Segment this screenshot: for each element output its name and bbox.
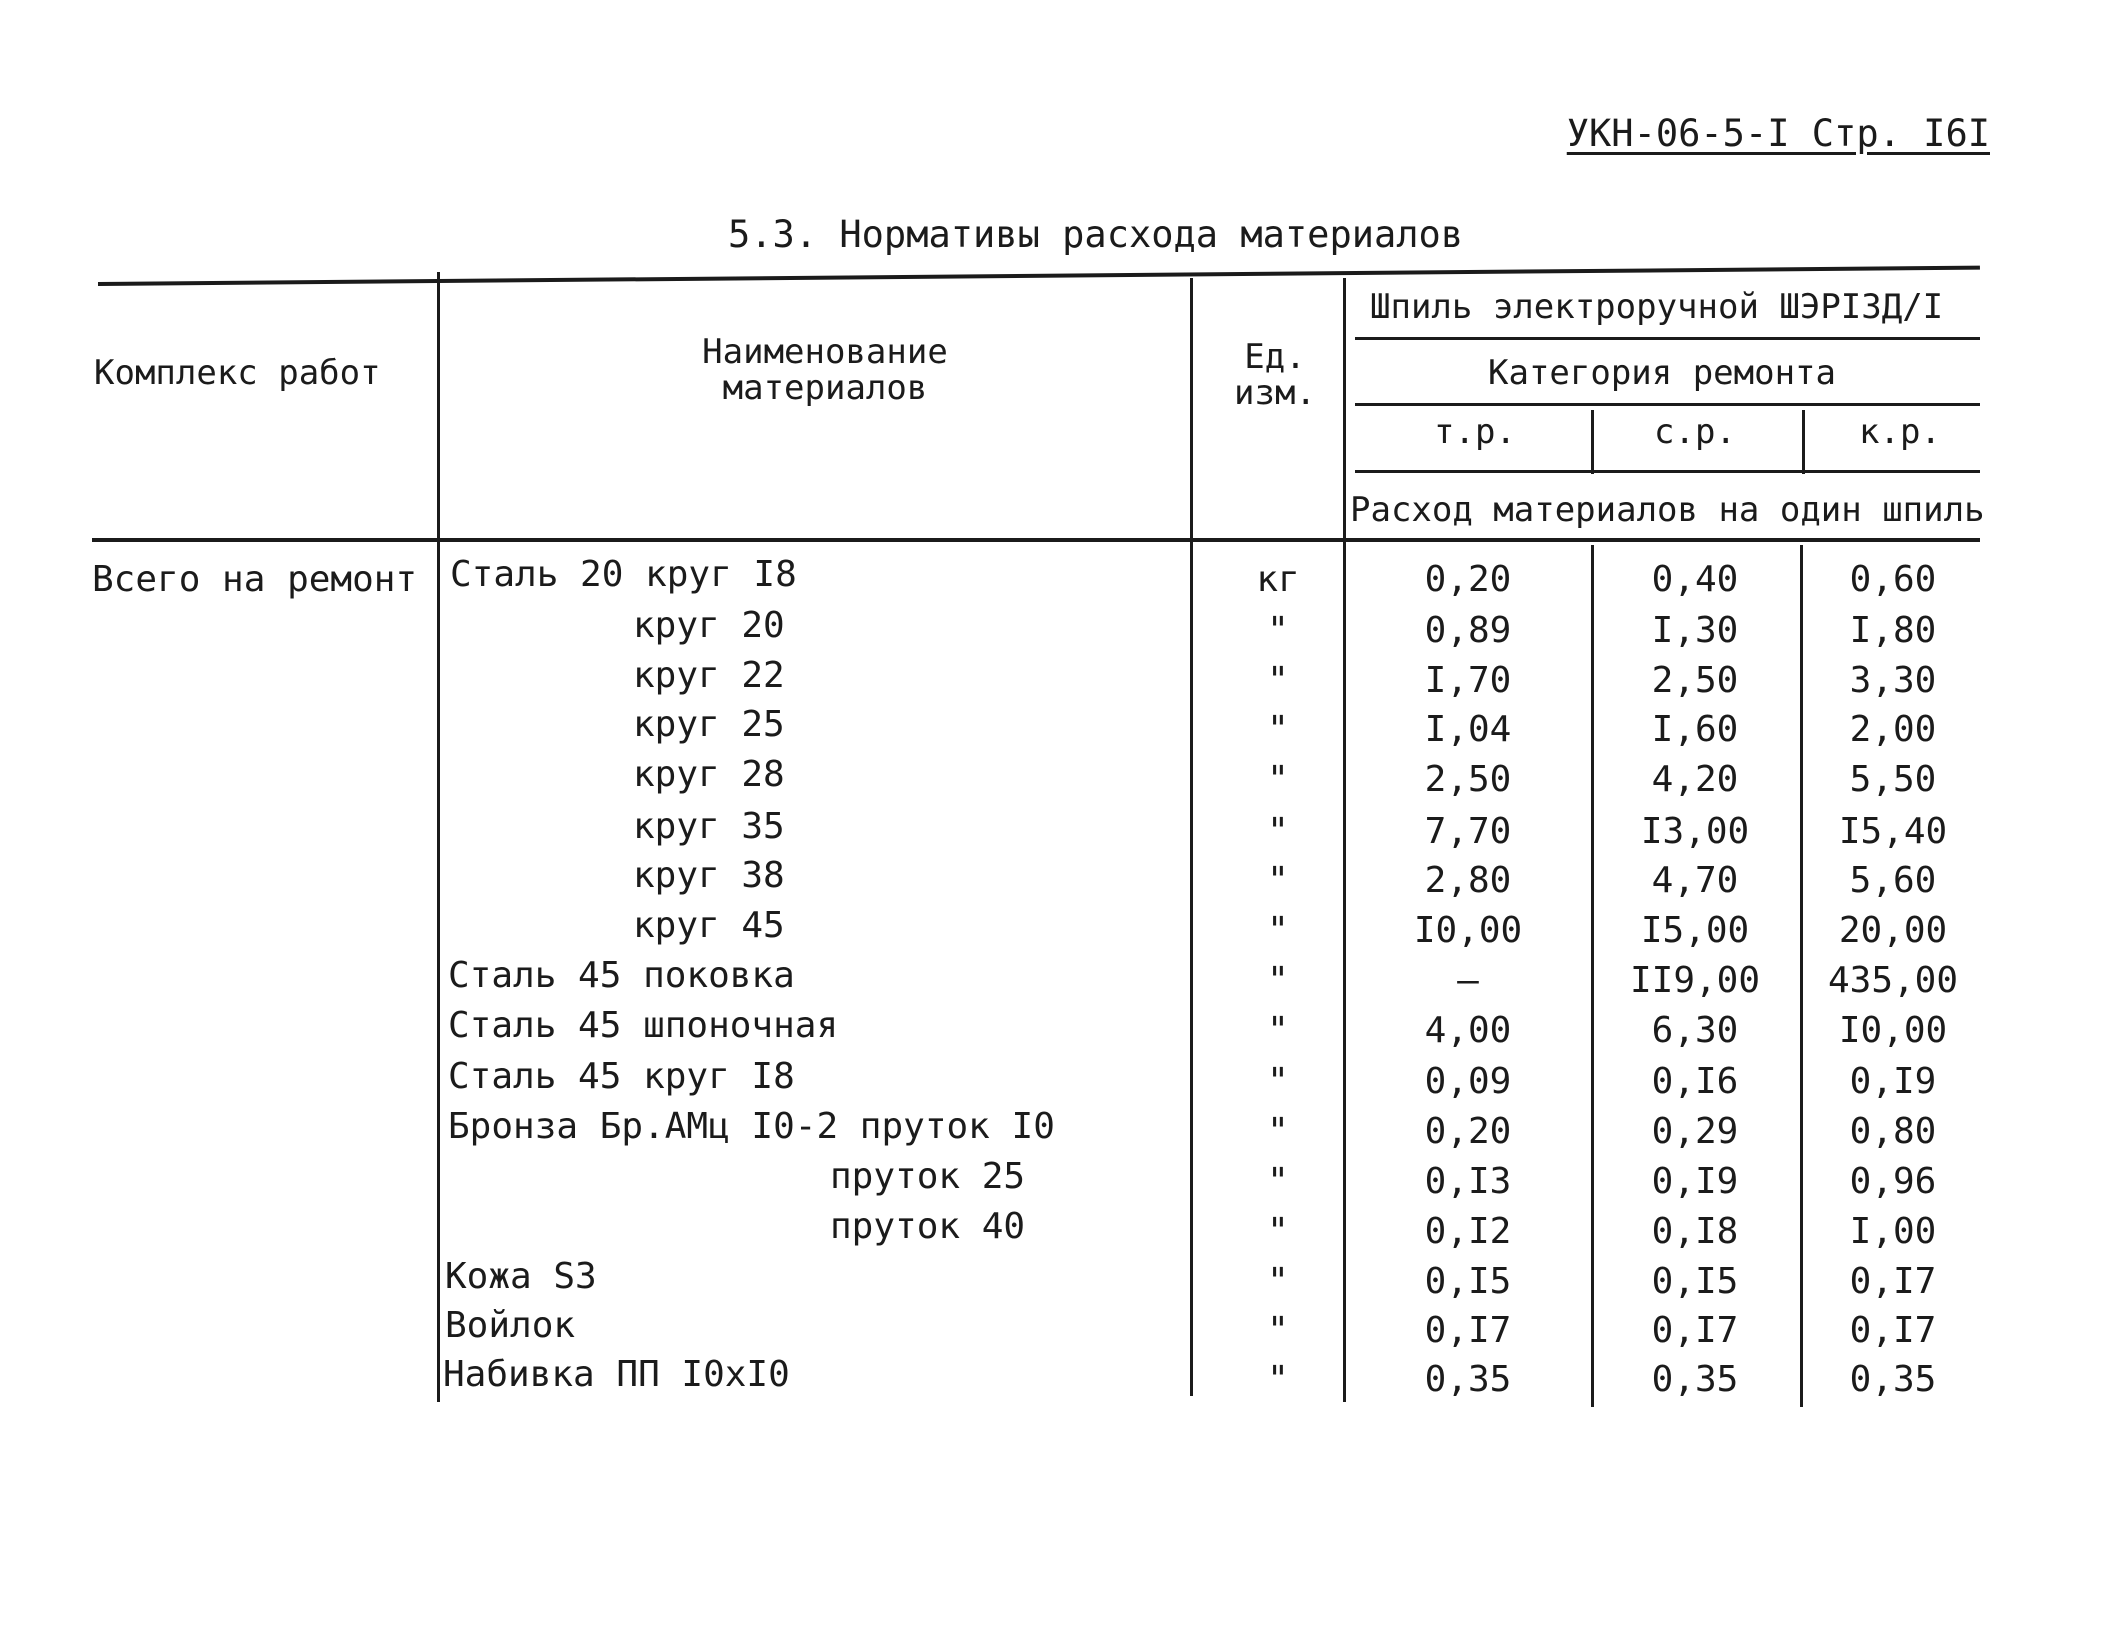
value-sr-cell: 4,20 [1651, 759, 1739, 800]
header-col-sr: с.р. [1654, 412, 1736, 452]
value-tr-cell: 0,I2 [1424, 1211, 1512, 1252]
columns-underline [1355, 470, 1980, 473]
value-sr-cell: 2,50 [1651, 660, 1739, 701]
unit-cell: " [1267, 709, 1289, 750]
unit-cell: кг [1256, 559, 1300, 600]
value-sr-cell: I,60 [1651, 709, 1739, 750]
value-kr-cell: 435,00 [1827, 960, 1959, 1001]
material-name-cell: круг 38 [633, 855, 785, 896]
value-tr-cell: 4,00 [1424, 1010, 1512, 1051]
value-kr-cell: 5,50 [1849, 759, 1937, 800]
material-name-cell: Сталь 45 шпоночная [448, 1005, 839, 1046]
value-kr-cell: I,00 [1849, 1211, 1937, 1252]
material-name-cell: Бронза Бр.АМц I0-2 пруток I0 [448, 1106, 1055, 1147]
unit-cell: " [1267, 1261, 1289, 1302]
value-tr-cell: 0,20 [1424, 559, 1512, 600]
document-title: 5.3. Нормативы расхода материалов [728, 213, 1464, 256]
value-kr-cell: 0,I7 [1849, 1261, 1937, 1302]
value-kr-cell: I,80 [1849, 610, 1937, 651]
value-sr-cell: 0,40 [1651, 559, 1739, 600]
unit-cell: " [1267, 1310, 1289, 1351]
value-sr-cell: 0,I8 [1651, 1211, 1739, 1252]
value-tr-cell: 0,I3 [1424, 1161, 1512, 1202]
material-name-cell: пруток 25 [830, 1156, 1026, 1197]
value-sr-cell: I,30 [1651, 610, 1739, 651]
value-sr-cell: 0,I5 [1651, 1261, 1739, 1302]
header-consumption: Расход материалов на один шпиль [1350, 490, 1985, 530]
value-kr-cell: 2,00 [1849, 709, 1937, 750]
value-kr-cell: 3,30 [1849, 660, 1937, 701]
header-unit-line2: изм. [1234, 372, 1316, 413]
value-tr-cell: 0,20 [1424, 1111, 1512, 1152]
value-tr-cell: I,70 [1424, 660, 1512, 701]
value-kr-cell: 0,80 [1849, 1111, 1937, 1152]
value-tr-cell: 7,70 [1424, 811, 1512, 852]
column-divider-complex [437, 272, 440, 1402]
value-kr-cell: I0,00 [1838, 1010, 1948, 1051]
unit-cell: " [1267, 960, 1289, 1001]
value-kr-cell: 0,60 [1849, 559, 1937, 600]
unit-cell: " [1267, 1111, 1289, 1152]
header-bottom-rule [92, 538, 1980, 542]
unit-cell: " [1267, 759, 1289, 800]
material-name-cell: пруток 40 [830, 1206, 1026, 1247]
value-sr-cell: 0,29 [1651, 1111, 1739, 1152]
value-sr-cell: I3,00 [1640, 811, 1750, 852]
value-tr-cell: 0,I5 [1424, 1261, 1512, 1302]
value-sr-cell: 6,30 [1651, 1010, 1739, 1051]
material-name-cell: Сталь 20 круг I8 [450, 554, 797, 595]
material-name-cell: круг 22 [633, 655, 785, 696]
material-name-cell: Войлок [445, 1305, 576, 1346]
value-tr-cell: 2,80 [1424, 860, 1512, 901]
value-tr-cell: I0,00 [1413, 910, 1523, 951]
table-top-rule [98, 266, 1980, 286]
material-name-cell: Сталь 45 круг I8 [448, 1056, 795, 1097]
header-material-name-line1: Наименование [702, 332, 948, 372]
material-name-cell: Набивка ПП I0xI0 [443, 1354, 790, 1395]
header-unit-line1: Ед. [1244, 337, 1306, 377]
header-complex: Комплекс работ [94, 353, 381, 393]
unit-cell: " [1267, 1161, 1289, 1202]
material-name-cell: круг 25 [633, 704, 785, 745]
value-kr-cell: 20,00 [1838, 910, 1948, 951]
value-tr-cell: – [1457, 960, 1479, 1001]
value-tr-cell: 0,35 [1424, 1359, 1512, 1400]
unit-cell: " [1267, 910, 1289, 951]
material-name-cell: круг 20 [633, 605, 785, 646]
header-material-name-line2: материалов [722, 367, 928, 408]
value-sr-cell: 0,35 [1651, 1359, 1739, 1400]
column-divider-name [1190, 278, 1193, 1396]
header-category: Категория ремонта [1488, 353, 1836, 393]
value-kr-cell: 5,60 [1849, 860, 1937, 901]
material-name-cell: круг 35 [633, 806, 785, 847]
value-kr-cell: 0,I9 [1849, 1061, 1937, 1102]
header-equipment: Шпиль электроручной ШЭРI3Д/I [1370, 287, 1944, 327]
material-name-cell: круг 45 [633, 905, 785, 946]
value-kr-cell: 0,I7 [1849, 1310, 1937, 1351]
unit-cell: " [1267, 1061, 1289, 1102]
category-underline [1355, 403, 1980, 406]
value-tr-cell: 2,50 [1424, 759, 1512, 800]
unit-cell: " [1267, 811, 1289, 852]
column-divider-sr-kr-header [1802, 410, 1805, 474]
header-unit [1225, 337, 1325, 413]
value-kr-cell: 0,35 [1849, 1359, 1937, 1400]
value-tr-cell: 0,09 [1424, 1061, 1512, 1102]
value-sr-cell: 0,I9 [1651, 1161, 1739, 1202]
unit-cell: " [1267, 1211, 1289, 1252]
value-tr-cell: 0,I7 [1424, 1310, 1512, 1351]
complex-value: Всего на ремонт [92, 559, 418, 600]
value-tr-cell: I,04 [1424, 709, 1512, 750]
header-material-name [690, 332, 960, 408]
value-tr-cell: 0,89 [1424, 610, 1512, 651]
header-col-kr: к.р. [1859, 412, 1941, 452]
value-sr-cell: 0,I7 [1651, 1310, 1739, 1351]
unit-cell: " [1267, 610, 1289, 651]
column-divider-tr-sr [1591, 545, 1594, 1407]
material-name-cell: Кожа S3 [445, 1256, 597, 1297]
unit-cell: " [1267, 1010, 1289, 1051]
material-name-cell: Сталь 45 поковка [448, 955, 795, 996]
equipment-underline [1355, 337, 1980, 340]
value-sr-cell: 0,I6 [1651, 1061, 1739, 1102]
unit-cell: " [1267, 860, 1289, 901]
value-sr-cell: I5,00 [1640, 910, 1750, 951]
column-divider-unit [1343, 278, 1346, 1402]
material-name-cell: круг 28 [633, 754, 785, 795]
unit-cell: " [1267, 1359, 1289, 1400]
value-sr-cell: II9,00 [1629, 960, 1761, 1001]
value-kr-cell: 0,96 [1849, 1161, 1937, 1202]
page-reference: УКН-06-5-I Стр. I6I [1566, 112, 1990, 155]
unit-cell: " [1267, 660, 1289, 701]
column-divider-tr-sr-header [1591, 410, 1594, 474]
value-sr-cell: 4,70 [1651, 860, 1739, 901]
header-col-tr: т.р. [1434, 412, 1516, 452]
value-kr-cell: I5,40 [1838, 811, 1948, 852]
